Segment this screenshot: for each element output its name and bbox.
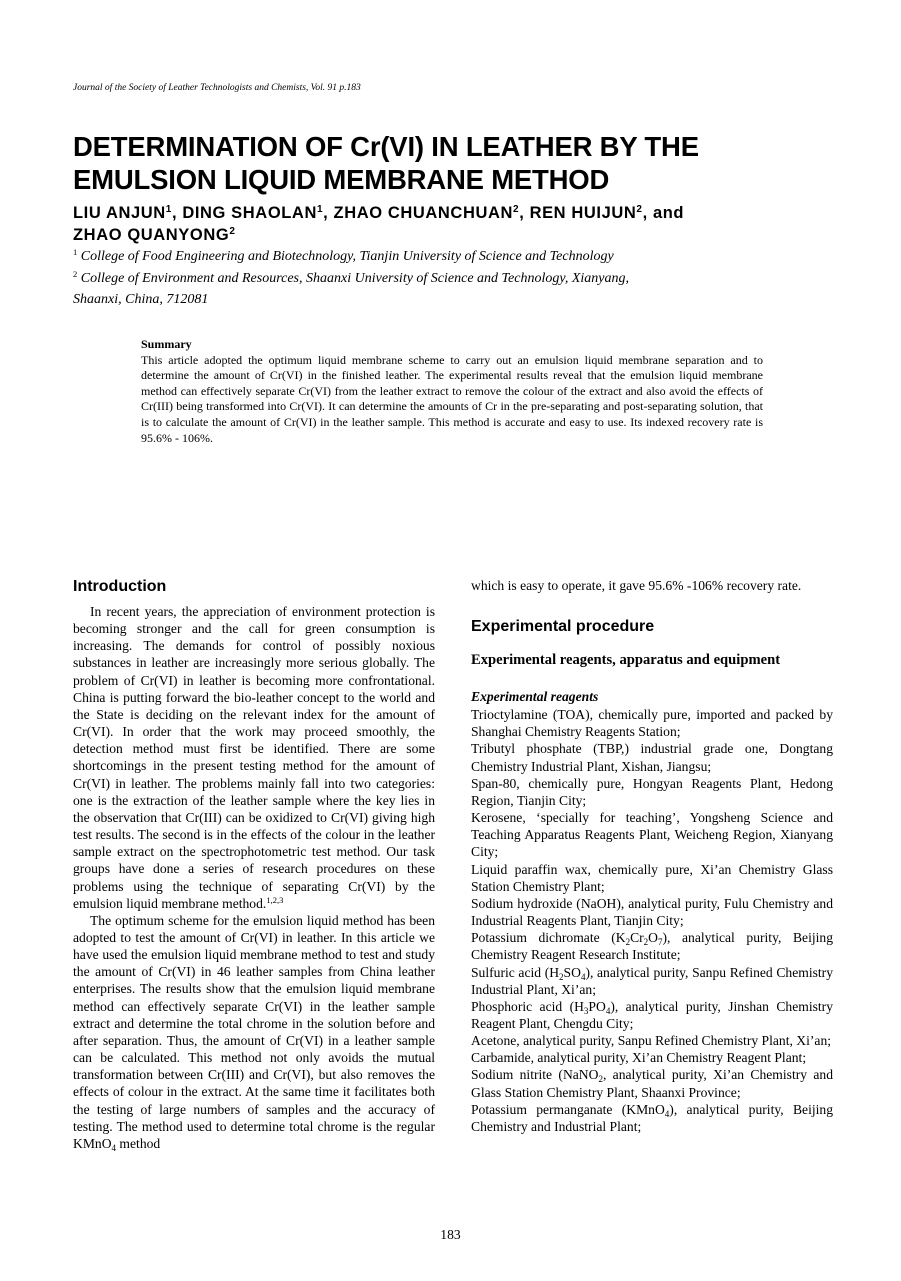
reagent-item: Acetone, analytical purity, Sanpu Refined Chemistry Plant, Xi’an; [471, 1033, 832, 1049]
reagent-item: Liquid paraffin wax, chemically pure, Xi’an Chemistry Glass Station Chemistry Plant; [471, 861, 833, 894]
reagent-item: Trioctylamine (TOA), chemically pure, imported and packed by Shanghai Chemistry Reagents Station; [471, 707, 833, 740]
author-list [73, 203, 833, 246]
right-column [471, 577, 833, 1135]
experimental-heading: Experimental procedure [471, 618, 655, 636]
reagent-item: Tributyl phosphate (TBP,) industrial grade one, Dongtang Chemistry Industrial Plant, Xishan, Jiangsu; [471, 741, 833, 774]
article-title [73, 130, 833, 196]
reagent-item: Carbamide, analytical purity, Xi’an Chemistry Reagent Plant; [471, 1050, 807, 1066]
intro-paragraph-1: In recent years, the appreciation of environment protection is becoming stronger and the call for green consumption is increasing. The demands for control of possibly noxious substances in leather are increasingly more serious globally. The problem of Cr(VI) in leather is becoming more confrontational. China is putting forward the bio-leather concept to the world and the State is deciding on the relevant index for the amount of Cr(VI). In order that the work may proceed smoothly, the detection method must first be identified. There are some shortcomings in the present testing method for the amount of Cr(VI) in leather. The problems mainly fall into two categories: one is the extraction of the leather sample where the key lies in the observation that Cr(III) can be oxidized to Cr(VI) giving high test results. The second is in the effects of the colour in the leather sample extract on the spectrophotometric test method. Our task groups have done a series of research procedures on these problems using the technique of separating Cr(VI) by the emulsion liquid membrane method.$^{1,2,3}$ [73, 604, 435, 911]
introduction-heading: Introduction [73, 578, 167, 595]
reagent-item: Kerosene, ‘specially for teaching’, Yongsheng Science and Teaching Apparatus Reagents Plant, Weicheng Region, Xianyang City; [471, 810, 833, 860]
title-line-2: EMULSION LIQUID MEMBRANE METHOD [73, 164, 610, 195]
running-head: Journal of the Society of Leather Technologists and Chemists, Vol. 91 p.183 [73, 83, 361, 93]
reagents-subheading: Experimental reagents [471, 689, 599, 705]
summary-block [141, 337, 763, 446]
author: ZHAO CHUANCHUAN$^2$, [333, 204, 530, 222]
affiliation-2: $^2$ College of Environment and Resources, Shaanxi University of Science and Technology, Xianyang, Shaanxi, China, 712081 [73, 269, 629, 307]
affiliation-1: $^1$ College of Food Engineering and Biotechnology, Tianjin University of Science and Technology [73, 247, 614, 264]
title-line-1: DETERMINATION OF Cr(VI) IN LEATHER BY THE [73, 131, 699, 162]
author: ZHAO QUANYONG$^2$ [73, 225, 236, 244]
reference-marker: 1,2,3 [266, 894, 284, 905]
page-number: 183 [440, 1227, 461, 1242]
author: LIU ANJUN$^1$, [73, 204, 183, 222]
author: REN HUIJUN$^2$, and [529, 204, 685, 222]
reagent-item: Sodium nitrite (NaNO$_2$, analytical purity, Xi’an Chemistry and Glass Station Chemistry Plant, Shaanxi Province; [471, 1067, 833, 1100]
reagent-item: Sulfuric acid $(H_2SO_4)$, analytical purity, Sanpu Refined Chemistry Industrial Plant, Xi’an; [471, 964, 833, 997]
reagent-item: Phosphoric acid $(H_3PO_4)$, analytical purity, Jinshan Chemistry Reagent Plant, Chengdu City; [471, 998, 833, 1031]
reagent-item: Potassium permanganate (KMnO$_4$), analytical purity, Beijing Chemistry and Industrial Plant; [471, 1101, 833, 1134]
summary-heading: Summary [141, 337, 192, 351]
reagent-item: Span-80, chemically pure, Hongyan Reagents Plant, Hedong Region, Tianjin City; [471, 775, 833, 808]
intro-paragraph-2: The optimum scheme for the emulsion liquid method has been adopted to test the amount of Cr(VI) in leather. In this article we have used the emulsion liquid membrane method to test and study the amount of Cr(VI) in 46 leather samples from China leather enterprises. The results show that the emulsion liquid membrane method can effectively separate Cr(VI) in the leather sample extract and determine the total chrome in the solution before and after separation. Thus, the amount of Cr(VI) in a leather sample can be calculated. This method not only avoids the mutual transformation between Cr(III) and Cr(VI), but also removes the effects of colour in the extract. At the same time it facilitates both the testing of large numbers of samples and the accuracy of testing. The method used to determine total chrome is the regular KMnO$_4$ method [73, 912, 435, 1153]
intro-continuation: which is easy to operate, it gave 95.6% -106% recovery rate. [471, 578, 802, 593]
left-column [73, 577, 435, 1152]
reagent-item: Potassium dichromate $(K_2Cr_2O_7)$, analytical purity, Beijing Chemistry Reagent Research Institute; [471, 930, 834, 963]
summary-text: This article adopted the optimum liquid membrane scheme to carry out an emulsion liquid membrane separation and to determine the amount of Cr(VI) in the finished leather. The experimental results reveal that the emulsion liquid membrane method can effectively separate Cr(VI) from the leather extract to remove the colour of the extract and also avoid the effects of Cr(III) being transformed into Cr(VI). It can determine the amounts of Cr in the pre-separating and post-separating solution, that is to calculate the amount of Cr(VI) in the leather sample. This method is accurate and easy to use. Its indexed recovery rate is 95.6% - 106%. [141, 352, 763, 445]
reagents-apparatus-heading: Experimental reagents, apparatus and equipment [471, 652, 781, 669]
reagent-item: Sodium hydroxide (NaOH), analytical purity, Fulu Chemistry and Industrial Reagents Plant, Tianjin City; [471, 895, 833, 929]
author: DING SHAOLAN$^1$, [182, 204, 334, 222]
